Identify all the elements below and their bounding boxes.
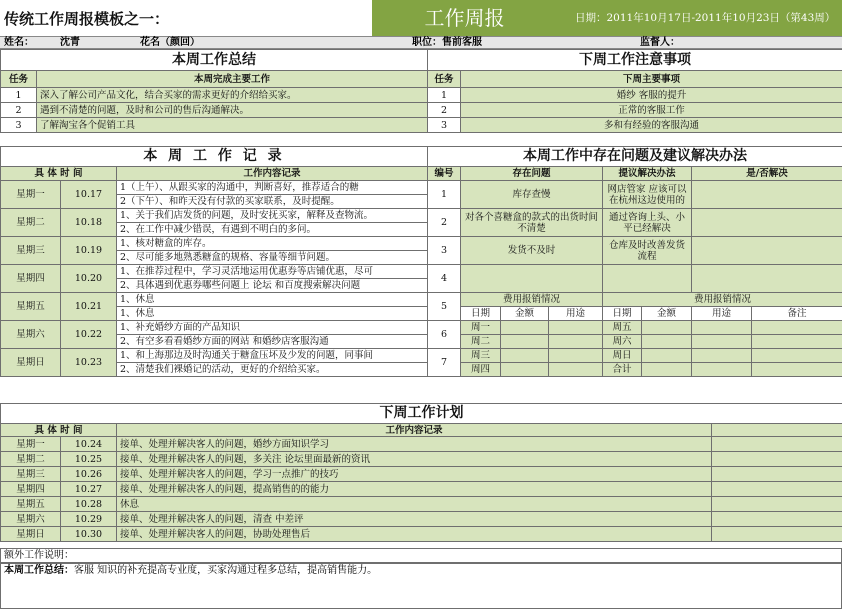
record-date: 10.21 xyxy=(61,293,117,321)
next-notes-row-text: 婚纱 客服的提升 xyxy=(461,88,842,103)
next-notes-row-no: 2 xyxy=(428,103,461,118)
issue-solution xyxy=(603,265,692,293)
plan-day: 星期五 xyxy=(1,497,61,512)
report-title: 工作周报 xyxy=(372,0,557,36)
expense-amount-right xyxy=(642,349,692,363)
extra-work-label: 额外工作说明： xyxy=(4,550,74,561)
week-summary-label: 本周工作总结： xyxy=(4,565,74,576)
issue-no: 1 xyxy=(428,181,461,209)
supervisor-label: 监督人： xyxy=(640,37,680,48)
plan-text: 接单、处理并解决客人的问题，协助处理售后 xyxy=(117,527,712,542)
issues-col-resolved: 是/否解决 xyxy=(692,167,842,181)
week-record-col-time: 具 体 时 间 xyxy=(1,167,117,181)
record-day: 星期日 xyxy=(1,349,61,377)
expense-usage-right xyxy=(692,321,752,335)
record-date: 10.17 xyxy=(61,181,117,209)
issue-solution: 网店管家 应该可以在杭州这边使用的 xyxy=(603,181,692,209)
expense-header: 备注 xyxy=(752,307,842,321)
expense-note xyxy=(752,363,842,377)
record-line-2: 2（下午）、和昨天没有付款的买家联系，及时提醒。 xyxy=(117,195,428,209)
expense-usage-left xyxy=(549,335,603,349)
summary-row-no: 1 xyxy=(1,88,37,103)
next-notes-row-no: 1 xyxy=(428,88,461,103)
record-line-1: 1、关于我们店发货的问题，及时安抚买家，解释及查物流。 xyxy=(117,209,428,223)
week-summary-row xyxy=(0,563,842,609)
template-title: 传统工作周报模板之一： xyxy=(4,10,170,28)
plan-extra xyxy=(712,467,842,482)
issue-no: 2 xyxy=(428,209,461,237)
expense-usage-right xyxy=(692,349,752,363)
plan-date: 10.25 xyxy=(61,452,117,467)
record-line-1: 1（上午）、从跟买家的沟通中，判断喜好，推荐适合的糖 xyxy=(117,181,428,195)
summary-col-content: 本周完成主要工作 xyxy=(37,71,428,88)
expense-amount-right xyxy=(642,321,692,335)
record-line-1: 1、核对糖盒的库存。 xyxy=(117,237,428,251)
summary-row-text: 深入了解公司产品文化，结合买家的需求更好的介绍给买家。 xyxy=(37,88,428,103)
extra-work-row xyxy=(0,548,842,563)
next-notes-col-task: 任务 xyxy=(428,71,461,88)
plan-text: 接单、处理并解决客人的问题，学习一点推广的技巧 xyxy=(117,467,712,482)
expense-amount-left xyxy=(501,335,549,349)
expense-note xyxy=(752,349,842,363)
record-day: 星期五 xyxy=(1,293,61,321)
next-notes-col-content: 下周主要事项 xyxy=(461,71,842,88)
expense-day-left: 周一 xyxy=(461,321,501,335)
issue-no: 6 xyxy=(428,321,461,349)
plan-day: 星期三 xyxy=(1,467,61,482)
record-line-2: 2、有空多看看婚纱方面的网站 和婚纱店客服沟通 xyxy=(117,335,428,349)
date-range: 日期：2011年10月17日-2011年10月23日（第43周） xyxy=(557,0,842,36)
issue-solution: 通过咨询上头、小平已经解决 xyxy=(603,209,692,237)
expense-amount-right xyxy=(642,363,692,377)
plan-text: 接单、处理并解决客人的问题，提高销售的的能力 xyxy=(117,482,712,497)
record-day: 星期六 xyxy=(1,321,61,349)
expense-title-right: 费用报销情况 xyxy=(603,293,842,307)
expense-amount-left xyxy=(501,363,549,377)
plan-text: 休息 xyxy=(117,497,712,512)
record-date: 10.20 xyxy=(61,265,117,293)
record-date: 10.18 xyxy=(61,209,117,237)
plan-extra xyxy=(712,527,842,542)
issue-no: 7 xyxy=(428,349,461,377)
summary-table xyxy=(0,49,428,133)
issue-resolved xyxy=(692,209,842,237)
expense-header: 日期 xyxy=(461,307,501,321)
week-record-title: 本 周 工 作 记 录 xyxy=(1,147,428,167)
record-line-2: 2、尽可能多地熟悉糖盒的规格、容量等细节问题。 xyxy=(117,251,428,265)
expense-title-left: 费用报销情况 xyxy=(461,293,603,307)
record-line-1: 1、补充婚纱方面的产品知识 xyxy=(117,321,428,335)
plan-date: 10.26 xyxy=(61,467,117,482)
next-notes-row-text: 正常的客服工作 xyxy=(461,103,842,118)
alias-label: 花名（颜回） xyxy=(140,37,200,48)
plan-day: 星期六 xyxy=(1,512,61,527)
expense-day-right: 周六 xyxy=(603,335,642,349)
expense-usage-right xyxy=(692,363,752,377)
issues-title: 本周工作中存在问题及建议解决办法 xyxy=(428,147,842,167)
expense-header: 金额 xyxy=(642,307,692,321)
summary-row-no: 3 xyxy=(1,118,37,133)
expense-usage-left xyxy=(549,349,603,363)
record-date: 10.19 xyxy=(61,237,117,265)
issue-resolved xyxy=(692,265,842,293)
plan-title: 下周工作计划 xyxy=(1,404,842,424)
next-notes-row-no: 3 xyxy=(428,118,461,133)
next-notes-title: 下周工作注意事项 xyxy=(428,50,842,71)
issues-col-problem: 存在问题 xyxy=(461,167,603,181)
plan-extra xyxy=(712,437,842,452)
issue-resolved xyxy=(692,237,842,265)
issue-no: 3 xyxy=(428,237,461,265)
summary-row-no: 2 xyxy=(1,103,37,118)
record-date: 10.22 xyxy=(61,321,117,349)
week-record-col-content: 工作内容记录 xyxy=(117,167,428,181)
expense-usage-right xyxy=(692,335,752,349)
record-day: 星期三 xyxy=(1,237,61,265)
position-label: 职位：售前客服 xyxy=(412,37,482,48)
expense-header: 日期 xyxy=(603,307,642,321)
plan-date: 10.27 xyxy=(61,482,117,497)
record-line-1: 1、和上海那边及时沟通关于糖盒压坏及少发的问题，同事间 xyxy=(117,349,428,363)
record-day: 星期一 xyxy=(1,181,61,209)
record-day: 星期四 xyxy=(1,265,61,293)
plan-date: 10.30 xyxy=(61,527,117,542)
expense-usage-left xyxy=(549,321,603,335)
week-summary-text: 客服 知识的补充提高专业度，买家沟通过程多总结，提高销售能力。 xyxy=(74,565,378,576)
summary-title: 本周工作总结 xyxy=(1,50,428,71)
plan-extra xyxy=(712,452,842,467)
expense-note xyxy=(752,321,842,335)
next-notes-table xyxy=(427,49,842,133)
employee-info-row xyxy=(0,36,842,49)
name-value: 沈青 xyxy=(60,37,80,48)
name-label: 姓名： xyxy=(4,37,34,48)
record-line-2: 1、休息 xyxy=(117,307,428,321)
issue-no: 4 xyxy=(428,265,461,293)
plan-col-content: 工作内容记录 xyxy=(117,424,712,437)
plan-day: 星期日 xyxy=(1,527,61,542)
expense-usage-left xyxy=(549,363,603,377)
plan-day: 星期一 xyxy=(1,437,61,452)
issue-problem xyxy=(461,265,603,293)
record-line-1: 1、在推荐过程中，学习灵活地运用优惠券等店铺优惠，尽可 xyxy=(117,265,428,279)
expense-day-right: 周日 xyxy=(603,349,642,363)
expense-day-right: 合计 xyxy=(603,363,642,377)
record-day: 星期二 xyxy=(1,209,61,237)
banner xyxy=(0,0,842,36)
expense-amount-right xyxy=(642,335,692,349)
plan-extra xyxy=(712,497,842,512)
plan-text: 接单、处理并解决客人的问题，多关注 论坛里面最新的资讯 xyxy=(117,452,712,467)
record-line-2: 2、在工作中减少错误，有遇到不明白的多问。 xyxy=(117,223,428,237)
record-line-2: 2、具体遇到优惠券哪些问题上 论坛 和百度搜索解决问题 xyxy=(117,279,428,293)
plan-table xyxy=(0,403,842,542)
issues-col-no: 编号 xyxy=(428,167,461,181)
plan-date: 10.24 xyxy=(61,437,117,452)
plan-col-time: 具 体 时 间 xyxy=(1,424,117,437)
expense-day-right: 周五 xyxy=(603,321,642,335)
expense-header: 金额 xyxy=(501,307,549,321)
next-notes-row-text: 多和有经验的客服沟通 xyxy=(461,118,842,133)
issue-problem: 库存查慢 xyxy=(461,181,603,209)
expense-amount-left xyxy=(501,321,549,335)
record-date: 10.23 xyxy=(61,349,117,377)
expense-day-left: 周四 xyxy=(461,363,501,377)
record-line-1: 1、休息 xyxy=(117,293,428,307)
issues-col-solution: 提议解决办法 xyxy=(603,167,692,181)
expense-day-left: 周三 xyxy=(461,349,501,363)
expense-day-left: 周二 xyxy=(461,335,501,349)
plan-date: 10.29 xyxy=(61,512,117,527)
week-record-table xyxy=(0,146,428,377)
issue-problem: 发货不及时 xyxy=(461,237,603,265)
expense-amount-left xyxy=(501,349,549,363)
issues-table xyxy=(427,146,842,377)
plan-extra xyxy=(712,512,842,527)
issue-resolved xyxy=(692,181,842,209)
record-line-2: 2、清楚我们裸婚记的活动，更好的介绍给买家。 xyxy=(117,363,428,377)
plan-text: 接单、处理并解决客人的问题，婚纱方面知识学习 xyxy=(117,437,712,452)
plan-date: 10.28 xyxy=(61,497,117,512)
summary-row-text: 遇到不清楚的问题，及时和公司的售后沟通解决。 xyxy=(37,103,428,118)
plan-extra xyxy=(712,482,842,497)
issue-solution: 仓库及时改善发货流程 xyxy=(603,237,692,265)
issue-no: 5 xyxy=(428,293,461,321)
plan-day: 星期四 xyxy=(1,482,61,497)
expense-header: 用途 xyxy=(692,307,752,321)
summary-row-text: 了解淘宝各个促销工具 xyxy=(37,118,428,133)
plan-day: 星期二 xyxy=(1,452,61,467)
summary-col-task: 任务 xyxy=(1,71,37,88)
expense-note xyxy=(752,335,842,349)
expense-header: 用途 xyxy=(549,307,603,321)
issue-problem: 对各个喜糖盒的款式的出货时间不清楚 xyxy=(461,209,603,237)
plan-col-extra xyxy=(712,424,842,437)
plan-text: 接单、处理并解决客人的问题，清查 中差评 xyxy=(117,512,712,527)
